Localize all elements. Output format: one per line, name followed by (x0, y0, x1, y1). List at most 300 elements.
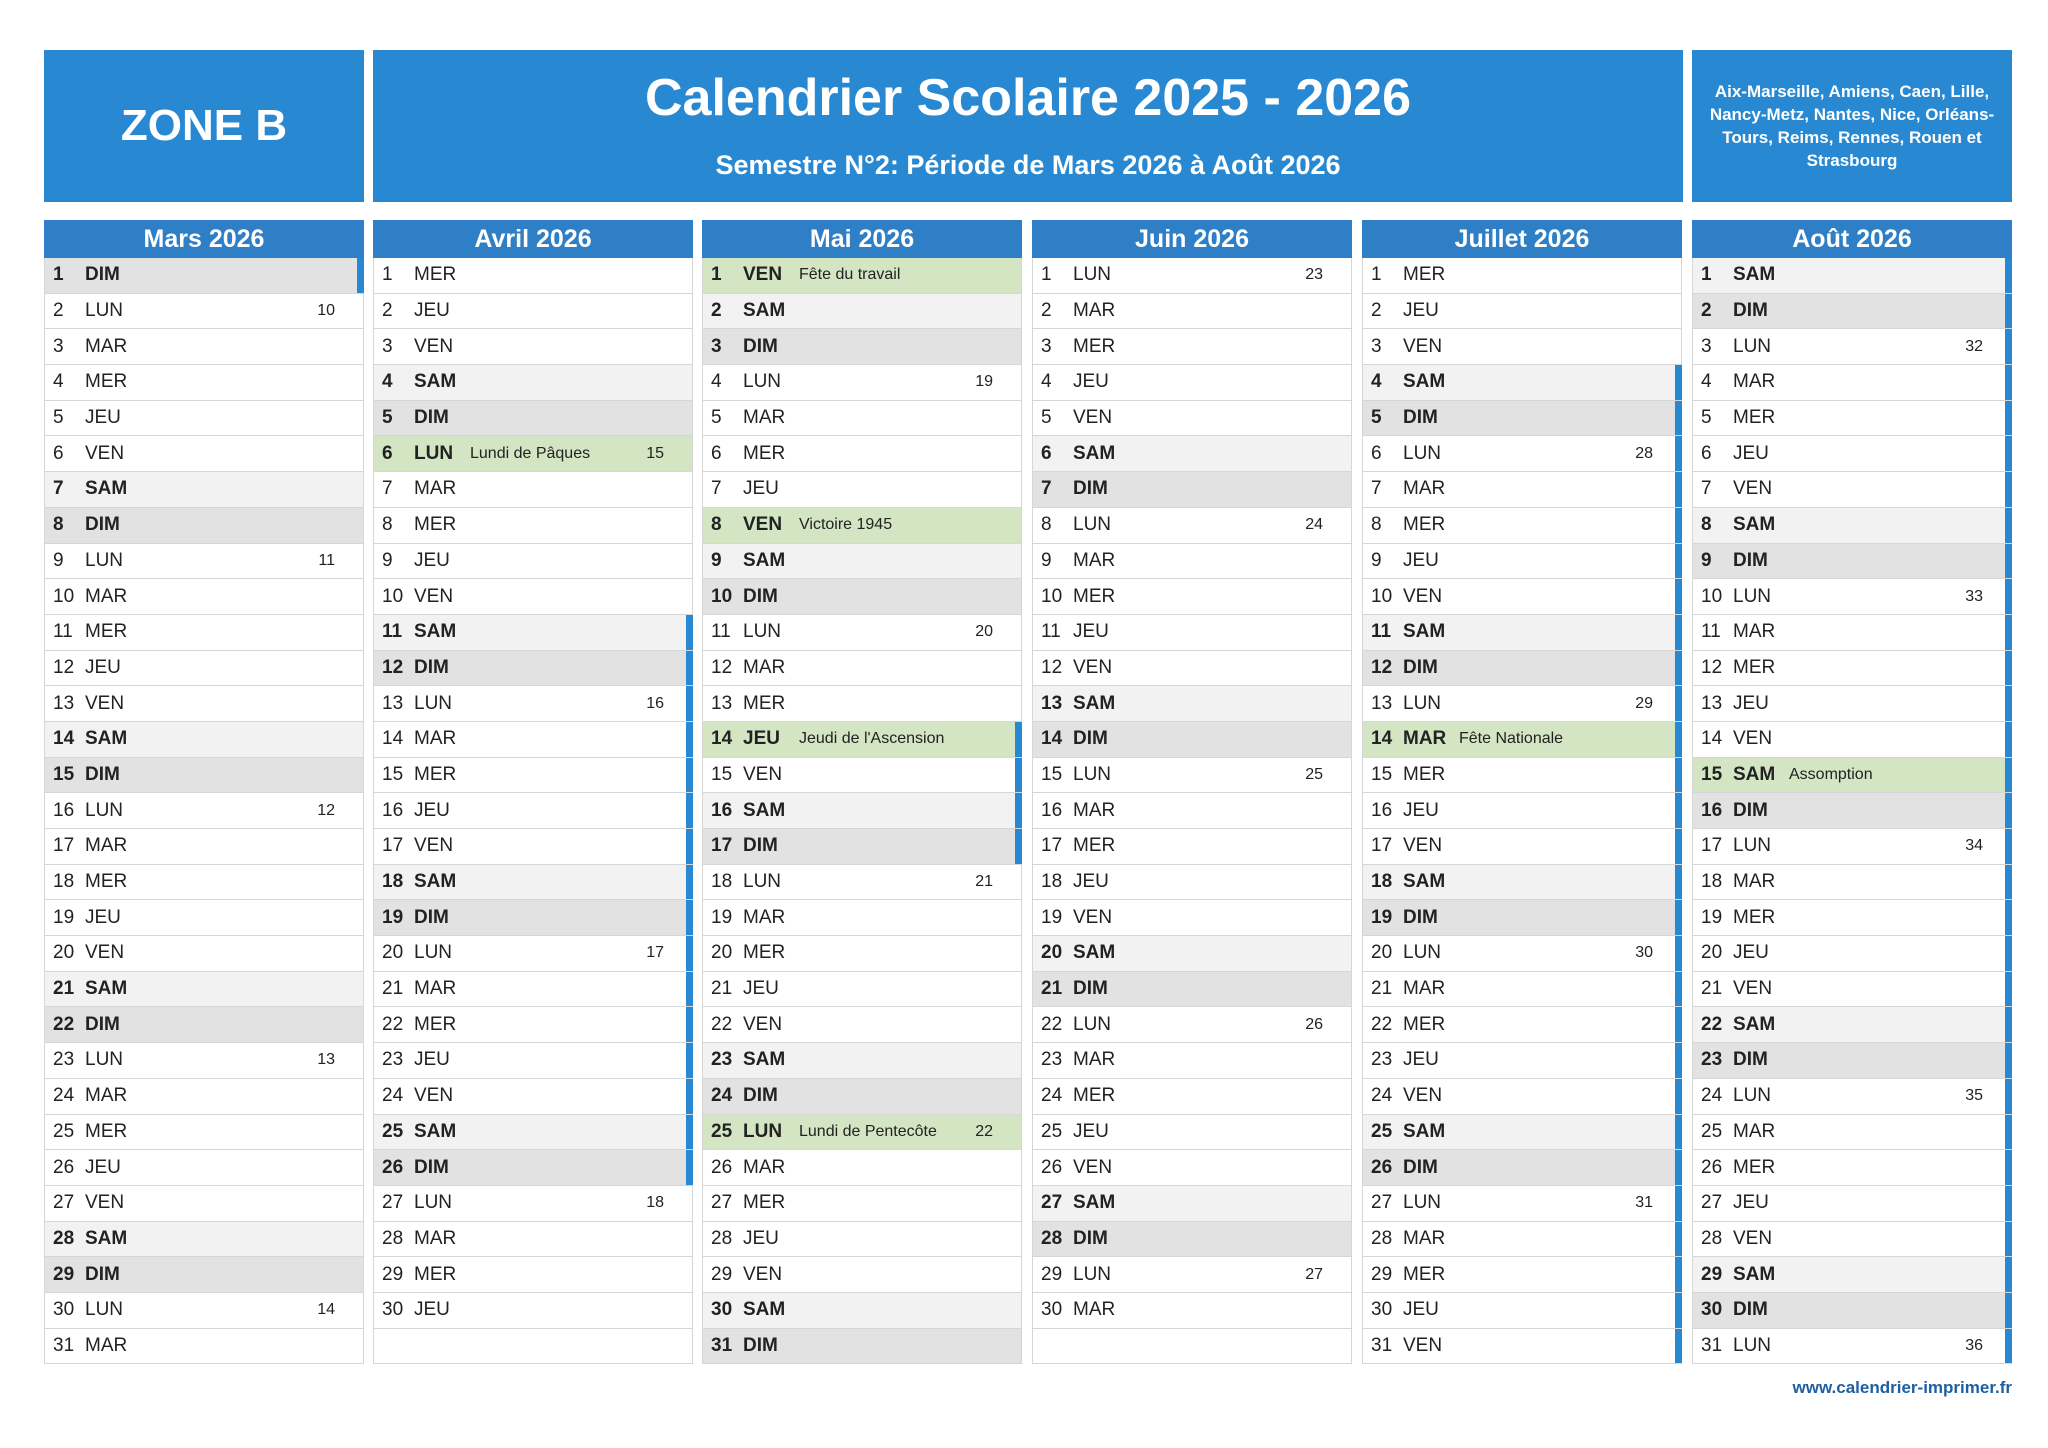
day-number: 24 (711, 1085, 733, 1107)
day-number: 7 (53, 478, 64, 500)
weekday: VEN (1403, 585, 1443, 607)
day-number: 19 (1701, 906, 1723, 928)
weekday: MER (1733, 906, 1776, 928)
day-row (1692, 1150, 2012, 1186)
day-number: 16 (1041, 799, 1063, 821)
weekday: VEN (1403, 835, 1443, 857)
weekday: SAM (1073, 942, 1116, 964)
weekday: VEN (85, 1192, 125, 1214)
weekday: LUN (1733, 835, 1772, 857)
day-row (44, 1329, 364, 1365)
day-row (1362, 508, 1682, 544)
weekday: VEN (1403, 1334, 1443, 1356)
day-number: 17 (1041, 835, 1063, 857)
day-number: 2 (1041, 300, 1052, 322)
weekday: MER (414, 1263, 457, 1285)
weekday: VEN (85, 442, 125, 464)
weekday: JEU (1073, 621, 1109, 643)
day-number: 23 (1701, 1049, 1723, 1071)
day-row (1692, 1329, 2012, 1365)
weekday: VEN (743, 763, 783, 785)
week-number: 33 (1965, 587, 1983, 605)
weekday: MER (1073, 835, 1116, 857)
weekday: JEU (743, 978, 779, 1000)
day-row (1032, 1257, 1352, 1293)
day-row (702, 579, 1022, 615)
day-row (1692, 793, 2012, 829)
day-number: 13 (1041, 692, 1063, 714)
weekday: VEN (1733, 478, 1773, 500)
day-row (1362, 1043, 1682, 1079)
day-row (1692, 900, 2012, 936)
weekday: JEU (85, 906, 121, 928)
weekday: MER (743, 442, 786, 464)
day-row (1692, 651, 2012, 687)
day-number: 30 (1041, 1299, 1063, 1321)
month-header: Mai 2026 (702, 220, 1022, 258)
academies-list: Aix-Marseille, Amiens, Caen, Lille, Nancy-Metz, Nantes, Nice, Orléans-Tours, Reims, Rennes, Rouen et Strasbourg (1709, 82, 1995, 170)
day-number: 16 (711, 799, 733, 821)
week-number: 27 (1305, 1265, 1323, 1283)
day-number: 22 (1371, 1013, 1393, 1035)
weekday: VEN (1073, 906, 1113, 928)
day-number: 28 (1701, 1227, 1723, 1249)
week-number: 25 (1305, 765, 1323, 783)
day-number: 1 (711, 264, 722, 286)
day-number: 17 (53, 835, 75, 857)
month-column (1362, 220, 1682, 1364)
day-row (702, 1150, 1022, 1186)
day-number: 12 (53, 656, 75, 678)
day-number: 13 (1701, 692, 1723, 714)
weekday: LUN (1403, 942, 1442, 964)
holiday-name: Victoire 1945 (799, 516, 893, 534)
day-number: 24 (1701, 1085, 1723, 1107)
day-number: 11 (1371, 621, 1392, 643)
day-row (1362, 865, 1682, 901)
day-number: 28 (382, 1227, 404, 1249)
day-number: 5 (1041, 407, 1052, 429)
day-number: 17 (382, 835, 404, 857)
weekday: SAM (1073, 1192, 1116, 1214)
day-row (1362, 329, 1682, 365)
weekday: MER (1403, 763, 1446, 785)
day-number: 21 (382, 978, 404, 1000)
weekday: JEU (1403, 1299, 1439, 1321)
day-number: 30 (1701, 1299, 1723, 1321)
weekday: MER (85, 371, 128, 393)
day-number: 1 (1371, 264, 1382, 286)
weekday: VEN (1073, 407, 1113, 429)
day-row (44, 1043, 364, 1079)
day-row (44, 829, 364, 865)
empty-row (373, 1329, 693, 1365)
weekday: VEN (743, 1013, 783, 1035)
month-header: Juin 2026 (1032, 220, 1352, 258)
weekday: VEN (414, 585, 454, 607)
week-number: 29 (1635, 694, 1653, 712)
day-row (1032, 722, 1352, 758)
day-row (702, 615, 1022, 651)
weekday: SAM (1733, 264, 1776, 286)
day-number: 6 (53, 442, 64, 464)
day-row (702, 329, 1022, 365)
weekday: MAR (1403, 728, 1447, 750)
weekday: MER (414, 763, 457, 785)
day-number: 20 (1701, 942, 1723, 964)
day-number: 20 (53, 942, 75, 964)
day-row (1032, 365, 1352, 401)
weekday: JEU (1733, 942, 1769, 964)
day-row (373, 436, 693, 472)
day-number: 26 (53, 1156, 75, 1178)
weekday: LUN (1403, 1192, 1442, 1214)
holiday-name: Fête Nationale (1459, 730, 1564, 748)
day-row (44, 472, 364, 508)
day-row (373, 865, 693, 901)
day-number: 7 (1371, 478, 1382, 500)
weekday: JEU (1073, 871, 1109, 893)
day-number: 16 (53, 799, 75, 821)
day-row (44, 1115, 364, 1151)
weekday: VEN (1403, 335, 1443, 357)
day-row (702, 294, 1022, 330)
day-row (44, 722, 364, 758)
weekday: SAM (85, 728, 128, 750)
day-row (44, 1079, 364, 1115)
day-number: 24 (1371, 1085, 1393, 1107)
day-row (44, 758, 364, 794)
weekday: DIM (414, 407, 449, 429)
day-number: 6 (1041, 442, 1052, 464)
day-number: 26 (1371, 1156, 1393, 1178)
weekday: SAM (414, 1120, 457, 1142)
day-row (1692, 1115, 2012, 1151)
day-number: 7 (382, 478, 393, 500)
day-number: 31 (1701, 1334, 1723, 1356)
day-row (373, 1186, 693, 1222)
day-number: 16 (1701, 799, 1723, 821)
day-number: 18 (382, 871, 404, 893)
weekday: JEU (414, 1299, 450, 1321)
day-number: 3 (711, 335, 722, 357)
weekday: MER (414, 264, 457, 286)
weekday: VEN (1073, 1156, 1113, 1178)
weekday: SAM (743, 799, 786, 821)
day-row (702, 686, 1022, 722)
day-number: 30 (53, 1299, 75, 1321)
weekday: SAM (1733, 1263, 1776, 1285)
weekday: MAR (743, 906, 786, 928)
day-row (1362, 1186, 1682, 1222)
day-row (702, 1007, 1022, 1043)
day-row (1362, 829, 1682, 865)
day-row (1032, 758, 1352, 794)
day-row (1032, 829, 1352, 865)
weekday: DIM (1403, 656, 1438, 678)
day-number: 20 (1041, 942, 1063, 964)
weekday: MER (743, 1192, 786, 1214)
day-row (1362, 1257, 1682, 1293)
day-row (1362, 436, 1682, 472)
weekday: MAR (85, 1085, 128, 1107)
weekday: MER (743, 942, 786, 964)
day-number: 16 (382, 799, 404, 821)
day-number: 23 (1371, 1049, 1393, 1071)
day-row (373, 972, 693, 1008)
week-number: 28 (1635, 444, 1653, 462)
day-number: 4 (711, 371, 722, 393)
weekday: LUN (743, 371, 782, 393)
day-number: 12 (1701, 656, 1723, 678)
day-row (373, 1043, 693, 1079)
weekday: DIM (1733, 799, 1768, 821)
weekday: MAR (414, 978, 457, 1000)
day-number: 21 (1701, 978, 1723, 1000)
day-row (44, 329, 364, 365)
day-number: 15 (1701, 763, 1723, 785)
month-header: Juillet 2026 (1362, 220, 1682, 258)
weekday: MAR (414, 478, 457, 500)
day-row (1692, 758, 2012, 794)
day-number: 22 (711, 1013, 733, 1035)
weekday: DIM (1073, 1227, 1108, 1249)
day-row (702, 900, 1022, 936)
day-row (1032, 972, 1352, 1008)
day-row (702, 936, 1022, 972)
day-number: 24 (53, 1085, 75, 1107)
day-row (1032, 1079, 1352, 1115)
day-row (373, 544, 693, 580)
weekday: JEU (414, 799, 450, 821)
day-row (1362, 365, 1682, 401)
weekday: MAR (1733, 871, 1776, 893)
day-row (373, 651, 693, 687)
weekday: VEN (743, 514, 783, 536)
weekday: MER (1403, 1013, 1446, 1035)
weekday: SAM (1733, 763, 1776, 785)
weekday: JEU (414, 300, 450, 322)
weekday: JEU (85, 407, 121, 429)
day-number: 9 (1041, 549, 1052, 571)
weekday: VEN (1073, 656, 1113, 678)
day-number: 2 (382, 300, 393, 322)
weekday: LUN (1403, 442, 1442, 464)
weekday: DIM (414, 1156, 449, 1178)
day-row (373, 508, 693, 544)
day-row (702, 1222, 1022, 1258)
day-number: 18 (1371, 871, 1393, 893)
day-row (1362, 936, 1682, 972)
day-number: 6 (382, 442, 393, 464)
weekday: MER (1073, 585, 1116, 607)
day-number: 23 (53, 1049, 75, 1071)
weekday: MER (85, 1120, 128, 1142)
day-row (44, 1257, 364, 1293)
weekday: SAM (743, 549, 786, 571)
weekday: MAR (1733, 1120, 1776, 1142)
day-row (1362, 793, 1682, 829)
day-number: 5 (53, 407, 64, 429)
title-banner (373, 50, 1683, 202)
day-number: 25 (382, 1120, 404, 1142)
day-number: 5 (711, 407, 722, 429)
weekday: SAM (414, 371, 457, 393)
weekday: SAM (1073, 442, 1116, 464)
day-number: 10 (1041, 585, 1063, 607)
day-number: 8 (1371, 514, 1382, 536)
week-number: 35 (1965, 1087, 1983, 1105)
day-number: 29 (53, 1263, 75, 1285)
zone-text: ZONE B (120, 101, 288, 150)
day-number: 9 (53, 549, 64, 571)
day-row (1032, 1186, 1352, 1222)
day-number: 12 (1371, 656, 1393, 678)
day-number: 11 (1041, 621, 1061, 643)
weekday: JEU (1733, 1192, 1769, 1214)
day-number: 10 (1701, 585, 1723, 607)
day-number: 13 (382, 692, 404, 714)
day-number: 29 (711, 1263, 733, 1285)
day-row (373, 1293, 693, 1329)
weekday: LUN (1733, 1334, 1772, 1356)
day-row (702, 401, 1022, 437)
day-row (1692, 365, 2012, 401)
day-row (1692, 401, 2012, 437)
day-number: 17 (1371, 835, 1393, 857)
day-row (44, 900, 364, 936)
weekday: LUN (1733, 335, 1772, 357)
weekday: DIM (1733, 1049, 1768, 1071)
day-number: 22 (53, 1013, 75, 1035)
day-number: 1 (1041, 264, 1052, 286)
weekday: MER (85, 621, 128, 643)
day-number: 6 (1701, 442, 1712, 464)
weekday: SAM (414, 871, 457, 893)
day-row (702, 365, 1022, 401)
day-number: 20 (711, 942, 733, 964)
day-number: 5 (1371, 407, 1382, 429)
day-number: 19 (1371, 906, 1393, 928)
day-row (1032, 294, 1352, 330)
day-row (44, 651, 364, 687)
day-row (1692, 615, 2012, 651)
day-row (373, 1007, 693, 1043)
website-link[interactable]: www.calendrier-imprimer.fr (1792, 1378, 2012, 1397)
day-row (44, 1293, 364, 1329)
day-row (1692, 865, 2012, 901)
day-number: 18 (1701, 871, 1723, 893)
weekday: SAM (743, 1299, 786, 1321)
page-subtitle: Semestre N°2: Période de Mars 2026 à Août 2026 (715, 150, 1341, 180)
week-number: 30 (1635, 944, 1653, 962)
day-row (1362, 579, 1682, 615)
day-number: 8 (53, 514, 64, 536)
weekday: JEU (1733, 692, 1769, 714)
weekday: LUN (1403, 692, 1442, 714)
weekday: DIM (743, 1085, 778, 1107)
day-row (702, 722, 1022, 758)
day-number: 25 (53, 1120, 75, 1142)
day-number: 10 (1371, 585, 1393, 607)
day-row (1032, 1293, 1352, 1329)
day-number: 14 (1701, 728, 1723, 750)
weekday: JEU (743, 478, 779, 500)
day-number: 21 (1371, 978, 1393, 1000)
day-number: 9 (382, 549, 393, 571)
day-row (1032, 651, 1352, 687)
day-number: 29 (382, 1263, 404, 1285)
day-row (373, 472, 693, 508)
day-number: 4 (1041, 371, 1052, 393)
day-row (1692, 579, 2012, 615)
weekday: DIM (1403, 1156, 1438, 1178)
day-row (373, 936, 693, 972)
day-row (44, 401, 364, 437)
holiday-name: Assomption (1789, 765, 1873, 783)
day-row (1032, 793, 1352, 829)
day-number: 28 (53, 1227, 75, 1249)
month-column (373, 220, 693, 1364)
day-row (702, 829, 1022, 865)
day-row (1032, 329, 1352, 365)
day-number: 1 (53, 264, 64, 286)
weekday: MER (1403, 514, 1446, 536)
day-row (44, 544, 364, 580)
day-number: 15 (1041, 763, 1063, 785)
day-number: 10 (53, 585, 75, 607)
weekday: MER (1403, 264, 1446, 286)
weekday: VEN (743, 1263, 783, 1285)
day-number: 1 (1701, 264, 1712, 286)
day-number: 4 (1701, 371, 1712, 393)
weekday: LUN (743, 1120, 783, 1142)
day-number: 15 (382, 763, 404, 785)
weekday: LUN (1073, 264, 1112, 286)
day-row (702, 544, 1022, 580)
day-row (1032, 1115, 1352, 1151)
day-row (702, 436, 1022, 472)
day-row (1692, 544, 2012, 580)
day-number: 15 (711, 763, 733, 785)
day-number: 7 (1041, 478, 1052, 500)
day-row (1032, 615, 1352, 651)
weekday: MER (85, 871, 128, 893)
day-number: 22 (1041, 1013, 1063, 1035)
weekday: JEU (1403, 300, 1439, 322)
day-number: 11 (53, 621, 73, 643)
weekday: LUN (414, 692, 453, 714)
weekday: MAR (85, 1334, 128, 1356)
month-column (44, 220, 364, 1364)
day-number: 7 (1701, 478, 1712, 500)
day-number: 29 (1041, 1263, 1063, 1285)
week-number: 18 (646, 1194, 664, 1212)
day-row (1692, 722, 2012, 758)
weekday: MER (1073, 1085, 1116, 1107)
day-number: 31 (53, 1334, 75, 1356)
day-number: 27 (1701, 1192, 1723, 1214)
empty-row (1032, 1329, 1352, 1365)
day-number: 2 (53, 300, 64, 322)
month-header: Mars 2026 (44, 220, 364, 258)
weekday: LUN (1073, 514, 1112, 536)
day-number: 6 (1371, 442, 1382, 464)
day-number: 27 (711, 1192, 733, 1214)
day-number: 13 (711, 692, 733, 714)
day-number: 27 (1041, 1192, 1063, 1214)
weekday: SAM (85, 978, 128, 1000)
